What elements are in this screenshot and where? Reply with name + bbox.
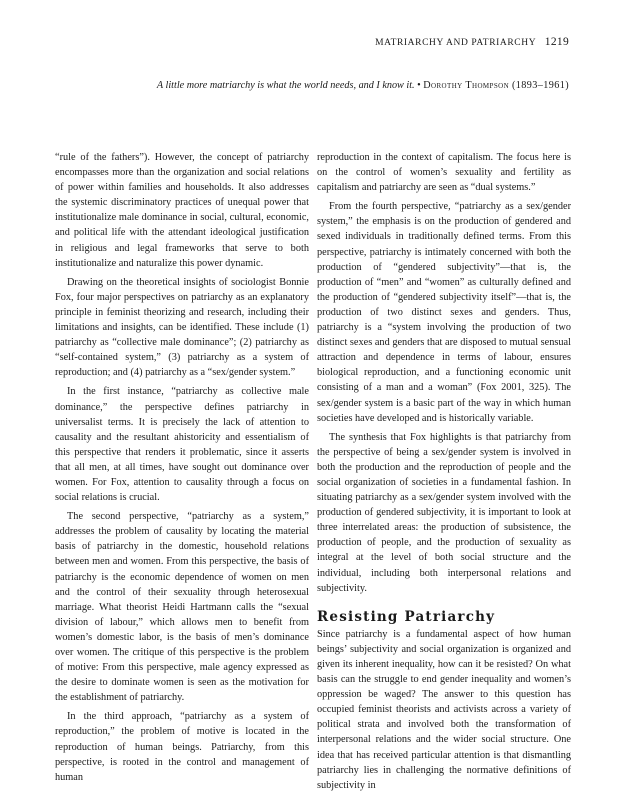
paragraph: From the fourth perspective, “patriarchy as a sex/gender system,” the emphasis is on the production of gendered and sexed individuals in traditionally defined terms. From this perspective, patriarchy is intimately concerned with both the production of “gendered subjectivity”—that is, the production of “men” and “women” as culturally defined and the production of “gendered subjectivity itself”—that is, the production of two distinct sexes and genders. Thus, patriarchy is a “system involving the production of two distinct sexes and genders that are disposed to mutual sensual attraction and dependence in terms of labour, ensures biological reproduction, and a functioning economic unit consisting of a man and a woman” (Fox 2001, 325). The sex/gender system is a basic part of the way in which human societies have developed and is historically variable. xyxy=(317,201,571,424)
left-column xyxy=(55,150,309,785)
paragraph: Since patriarchy is a fundamental aspect of how human beings’ subjectivity and social organization is organized and given its inherent inequality, how can it be resisted? On what basis can the struggle to end gender inequality and women’s oppression be waged? The answer to this question has occupied feminist theorists and activists across a variety of political strata and involved both the transformation of interpersonal relations and the wider social structure. One idea that has received particular attention is that dismantling patriarchy lies in challenging the normative definitions of subjectivity in xyxy=(317,628,571,791)
paragraph: The second perspective, “patriarchy as a system,” addresses the problem of causality by locating the material basis of patriarchy in the domestic, household relations between men and women. From this perspective, the basis of patriarchy is the economic dependence of women on men and the control of their sexuality through heterosexual marriage. What theorist Heidi Hartmann calls the “sexual division of labour,” which allows men to benefit from women’s domestic labor, is the basis of men’s dominance over women. The critique of this perspective is the problem of motive: From this perspective, male agency expressed as the desire to dominate women is seen as the motivation for the establishment of patriarchy. xyxy=(55,511,309,704)
epigraph-quote: A little more matriarchy is what the world needs, and I know it. xyxy=(156,80,415,91)
paragraph: reproduction in the context of capitalism. The focus here is on the control of women’s sexuality and fertility as capitalism and patriarchy are seen as “dual systems.” xyxy=(317,152,571,194)
epigraph-author: Dorothy Thompson (1893–1961) xyxy=(423,80,569,91)
running-head-title: MATRIARCHY AND PATRIARCHY xyxy=(375,38,536,48)
paragraph: In the third approach, “patriarchy as a system of reproduction,” the problem of motive is located in the reproduction of human beings. Patriarchy, from this perspective, is rooted in the control and management of human xyxy=(55,711,309,783)
running-head xyxy=(375,36,569,48)
epigraph xyxy=(49,80,569,91)
paragraph: Drawing on the theoretical insights of sociologist Bonnie Fox, four major perspectives on patriarchy as an explanatory principle in feminist theorizing and research, including their limitations and insights, can be identified. These include (1) patriarchy as “collective male dominance”; (2) patriarchy as “self-contained system,” (3) patriarchy as a system of reproduction; and (4) patriarchy as a “sex/gender system.” xyxy=(55,276,309,379)
paragraph: The synthesis that Fox highlights is that patriarchy from the perspective of being a sex/gender system is involved in both the production and the reproduction of people and the social organization of societies in a fundamental fashion. In situating patriarchy as a sex/gender system involved with the production of gendered subjectivity, it is important to look at three interrelated areas: the production of subsistence, the production of people, and the production of sexuality as integral at the level of both social structure and the individual, including both interpersonal relations and subjectivity. xyxy=(317,431,571,594)
right-column xyxy=(317,150,571,793)
paragraph: In the first instance, “patriarchy as collective male dominance,” the perspective defines patriarchy in universalist terms. It is precisely the lack of attention to causality and the resultant ahistoricity and essentialism of this perspective that renders it problematic, since it asserts that all men, at all times, have sought out dominance over women. For Fox, attention to causality through a focus on social relations is crucial. xyxy=(55,386,309,504)
section-heading: Resisting Patriarchy xyxy=(317,608,496,625)
paragraph: “rule of the fathers”). However, the concept of patriarchy encompasses more than the organization and social relations of power within families and households. It also addresses the systemic discriminatory practices of unequal power that institutionalize male dominance in social, cultural, economic, and political life with the attendant ideological justification in religious and legal frameworks that serve to both institutionalize and naturalize this power dynamic. xyxy=(55,152,309,269)
page-number: 1219 xyxy=(544,36,569,48)
epigraph-bullet: • xyxy=(417,80,421,91)
